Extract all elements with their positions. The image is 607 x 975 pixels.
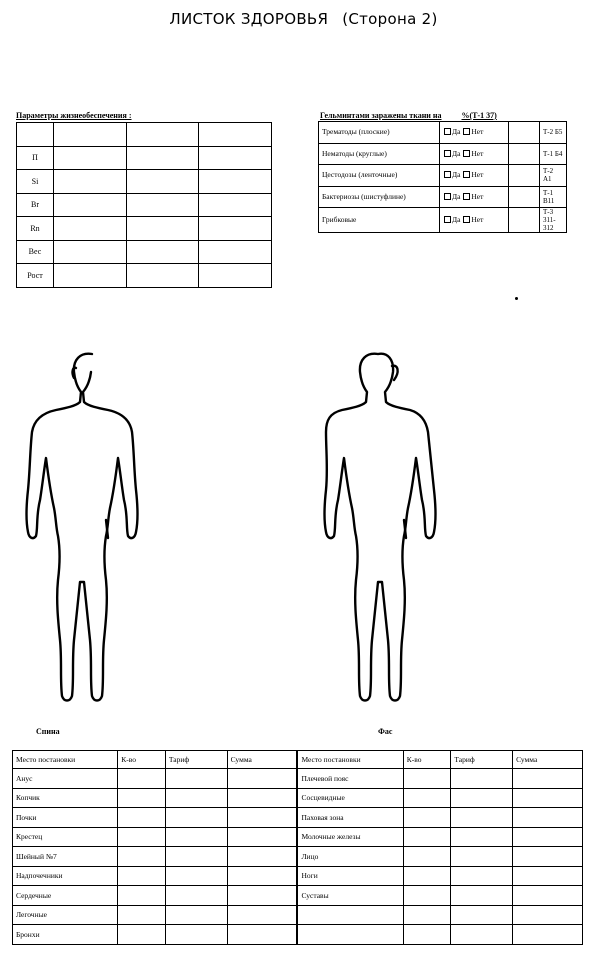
yes-no-options xyxy=(440,122,509,144)
params-row xyxy=(17,217,272,241)
title-side: (Сторона 2) xyxy=(342,10,438,28)
service-qty-cell[interactable] xyxy=(403,788,451,808)
yes-no-options xyxy=(440,186,509,208)
params-label: Рост xyxy=(17,264,54,288)
service-tariff-cell[interactable] xyxy=(451,925,513,945)
params-cell[interactable] xyxy=(199,193,272,217)
service-tariff-cell[interactable] xyxy=(165,925,227,945)
no-checkbox[interactable] xyxy=(463,193,470,200)
services-row xyxy=(13,866,583,886)
service-qty-cell[interactable] xyxy=(118,827,166,847)
service-tariff-cell[interactable] xyxy=(165,886,227,906)
params-cell[interactable] xyxy=(54,240,127,264)
service-qty-cell[interactable] xyxy=(118,905,166,925)
service-qty-cell[interactable] xyxy=(118,886,166,906)
helminth-code: Т-2 Б5 xyxy=(540,122,567,144)
service-sum-cell[interactable] xyxy=(227,847,297,867)
params-cell[interactable] xyxy=(54,193,127,217)
no-checkbox[interactable] xyxy=(463,150,470,157)
helminth-code: Т-2 А1 xyxy=(540,165,567,187)
params-label: Rn xyxy=(17,217,54,241)
service-place-left: Надпочечники xyxy=(13,866,118,886)
service-tariff-cell[interactable] xyxy=(165,847,227,867)
service-qty-cell[interactable] xyxy=(403,827,451,847)
service-tariff-cell[interactable] xyxy=(165,905,227,925)
service-tariff-cell[interactable] xyxy=(165,827,227,847)
service-tariff-cell[interactable] xyxy=(451,886,513,906)
no-label: Нет xyxy=(471,191,484,201)
services-row xyxy=(13,925,583,945)
no-label: Нет xyxy=(471,170,484,180)
helminth-name: Грибковые xyxy=(319,208,440,233)
service-place-right: Плечевой пояс xyxy=(297,769,403,789)
params-row xyxy=(17,170,272,194)
service-sum-cell[interactable] xyxy=(227,905,297,925)
params-label xyxy=(17,123,54,147)
yes-checkbox[interactable] xyxy=(444,216,451,223)
params-cell[interactable] xyxy=(126,264,199,288)
yes-no-options xyxy=(440,143,509,165)
params-cell[interactable] xyxy=(54,217,127,241)
service-qty-cell[interactable] xyxy=(403,925,451,945)
params-cell[interactable] xyxy=(54,146,127,170)
service-tariff-cell[interactable] xyxy=(451,866,513,886)
params-row xyxy=(17,240,272,264)
yes-label: Да xyxy=(452,148,461,158)
header-qty: К-во xyxy=(403,751,451,769)
service-qty-cell[interactable] xyxy=(118,847,166,867)
service-tariff-cell[interactable] xyxy=(451,769,513,789)
header-sum: Сумма xyxy=(513,751,583,769)
params-table xyxy=(16,122,272,288)
service-place-right: Лицо xyxy=(297,847,403,867)
header-tariff: Тариф xyxy=(451,751,513,769)
params-cell[interactable] xyxy=(199,217,272,241)
helminth-row xyxy=(319,186,567,208)
params-heading: Параметры жизнеобеспечения : xyxy=(16,111,132,120)
service-qty-cell[interactable] xyxy=(118,808,166,828)
no-checkbox[interactable] xyxy=(463,171,470,178)
params-cell[interactable] xyxy=(199,123,272,147)
no-checkbox[interactable] xyxy=(463,216,470,223)
service-sum-cell[interactable] xyxy=(513,769,583,789)
yes-label: Да xyxy=(452,127,461,137)
yes-label: Да xyxy=(452,170,461,180)
service-sum-cell[interactable] xyxy=(227,788,297,808)
params-cell[interactable] xyxy=(199,264,272,288)
params-cell[interactable] xyxy=(199,146,272,170)
service-place-left: Копчик xyxy=(13,788,118,808)
helminth-value-cell[interactable] xyxy=(509,122,540,144)
service-tariff-cell[interactable] xyxy=(165,769,227,789)
service-qty-cell[interactable] xyxy=(403,886,451,906)
service-place-right: Паховая зона xyxy=(297,808,403,828)
header-place: Место постановки xyxy=(297,751,403,769)
service-place-right xyxy=(297,925,403,945)
yes-no-options xyxy=(440,165,509,187)
params-cell[interactable] xyxy=(126,123,199,147)
helminth-code: Т-1 Б4 xyxy=(540,143,567,165)
no-label: Нет xyxy=(471,148,484,158)
service-qty-cell[interactable] xyxy=(118,925,166,945)
params-label: П xyxy=(17,146,54,170)
service-sum-cell[interactable] xyxy=(513,905,583,925)
service-sum-cell[interactable] xyxy=(513,866,583,886)
service-place-left: Сердечные xyxy=(13,886,118,906)
service-sum-cell[interactable] xyxy=(227,886,297,906)
header-sum: Сумма xyxy=(227,751,297,769)
service-place-right xyxy=(297,905,403,925)
helminth-code: Т-1 В11 xyxy=(540,186,567,208)
no-checkbox[interactable] xyxy=(463,128,470,135)
helminth-row xyxy=(319,208,567,233)
service-qty-cell[interactable] xyxy=(118,788,166,808)
header-qty: К-во xyxy=(118,751,166,769)
service-sum-cell[interactable] xyxy=(227,769,297,789)
service-tariff-cell[interactable] xyxy=(451,827,513,847)
body-front-figure[interactable] xyxy=(318,350,438,710)
params-row xyxy=(17,123,272,147)
helminths-table xyxy=(318,121,567,233)
service-sum-cell[interactable] xyxy=(227,808,297,828)
service-tariff-cell[interactable] xyxy=(165,808,227,828)
service-sum-cell[interactable] xyxy=(513,788,583,808)
params-cell[interactable] xyxy=(54,170,127,194)
stray-dot xyxy=(515,297,518,300)
service-place-right: Сосцевидные xyxy=(297,788,403,808)
services-row xyxy=(13,905,583,925)
service-tariff-cell[interactable] xyxy=(165,866,227,886)
service-qty-cell[interactable] xyxy=(403,866,451,886)
helminths-heading-text: Гельминтами заражены ткани на xyxy=(320,111,442,120)
helminth-code: Т-3 311-312 xyxy=(540,208,567,233)
helminth-value-cell[interactable] xyxy=(509,143,540,165)
params-cell[interactable] xyxy=(54,264,127,288)
title-main: ЛИСТОК ЗДОРОВЬЯ xyxy=(169,10,329,28)
service-tariff-cell[interactable] xyxy=(165,788,227,808)
helminth-row xyxy=(319,122,567,144)
services-header-row xyxy=(13,751,583,769)
service-sum-cell[interactable] xyxy=(513,808,583,828)
service-qty-cell[interactable] xyxy=(403,847,451,867)
service-sum-cell[interactable] xyxy=(513,886,583,906)
params-cell[interactable] xyxy=(199,170,272,194)
services-row xyxy=(13,847,583,867)
service-tariff-cell[interactable] xyxy=(451,808,513,828)
service-place-right: Ноги xyxy=(297,866,403,886)
service-place-left: Шейный №7 xyxy=(13,847,118,867)
services-row xyxy=(13,808,583,828)
params-cell[interactable] xyxy=(54,123,127,147)
yes-label: Да xyxy=(452,191,461,201)
service-place-left: Анус xyxy=(13,769,118,789)
back-label: Спина xyxy=(36,727,60,736)
params-cell[interactable] xyxy=(199,240,272,264)
helminth-value-cell[interactable] xyxy=(509,208,540,233)
service-qty-cell[interactable] xyxy=(403,808,451,828)
services-row xyxy=(13,827,583,847)
service-qty-cell[interactable] xyxy=(118,866,166,886)
service-tariff-cell[interactable] xyxy=(451,847,513,867)
helminths-percent: %(Т-1 37) xyxy=(461,111,497,120)
service-place-left: Легочные xyxy=(13,905,118,925)
page-title xyxy=(0,10,607,28)
params-cell[interactable] xyxy=(126,240,199,264)
services-row xyxy=(13,769,583,789)
params-cell[interactable] xyxy=(126,217,199,241)
params-cell[interactable] xyxy=(126,146,199,170)
service-qty-cell[interactable] xyxy=(118,769,166,789)
helminth-row xyxy=(319,143,567,165)
service-sum-cell[interactable] xyxy=(513,847,583,867)
service-qty-cell[interactable] xyxy=(403,769,451,789)
helminth-name: Бактериозы (шистуфлине) xyxy=(319,186,440,208)
service-tariff-cell[interactable] xyxy=(451,788,513,808)
helminth-value-cell[interactable] xyxy=(509,165,540,187)
params-cell[interactable] xyxy=(126,170,199,194)
header-place: Место постановки xyxy=(13,751,118,769)
service-place-right: Суставы xyxy=(297,886,403,906)
params-row xyxy=(17,264,272,288)
yes-checkbox[interactable] xyxy=(444,150,451,157)
params-row xyxy=(17,193,272,217)
service-place-right: Молочные железы xyxy=(297,827,403,847)
service-sum-cell[interactable] xyxy=(227,925,297,945)
services-row xyxy=(13,886,583,906)
service-place-left: Крестец xyxy=(13,827,118,847)
yes-no-options xyxy=(440,208,509,233)
params-cell[interactable] xyxy=(126,193,199,217)
service-sum-cell[interactable] xyxy=(513,925,583,945)
params-row xyxy=(17,146,272,170)
yes-checkbox[interactable] xyxy=(444,128,451,135)
header-tariff: Тариф xyxy=(165,751,227,769)
service-sum-cell[interactable] xyxy=(227,827,297,847)
params-label: Si xyxy=(17,170,54,194)
body-back-figure[interactable] xyxy=(20,350,140,710)
helminth-name: Цестодозы (ленточные) xyxy=(319,165,440,187)
no-label: Нет xyxy=(471,127,484,137)
service-sum-cell[interactable] xyxy=(227,866,297,886)
params-label: Br xyxy=(17,193,54,217)
front-label: Фас xyxy=(378,727,393,736)
helminth-value-cell[interactable] xyxy=(509,186,540,208)
helminth-row xyxy=(319,165,567,187)
yes-checkbox[interactable] xyxy=(444,171,451,178)
service-place-left: Почки xyxy=(13,808,118,828)
helminth-name: Нематоды (круглые) xyxy=(319,143,440,165)
yes-checkbox[interactable] xyxy=(444,193,451,200)
service-qty-cell[interactable] xyxy=(403,905,451,925)
service-place-left: Бронхи xyxy=(13,925,118,945)
services-row xyxy=(13,788,583,808)
service-tariff-cell[interactable] xyxy=(451,905,513,925)
params-label: Вес xyxy=(17,240,54,264)
service-sum-cell[interactable] xyxy=(513,827,583,847)
no-label: Нет xyxy=(471,215,484,224)
helminth-name: Трематоды (плоские) xyxy=(319,122,440,144)
helminths-heading xyxy=(320,111,497,120)
yes-label: Да xyxy=(452,215,461,224)
services-table xyxy=(12,750,583,945)
